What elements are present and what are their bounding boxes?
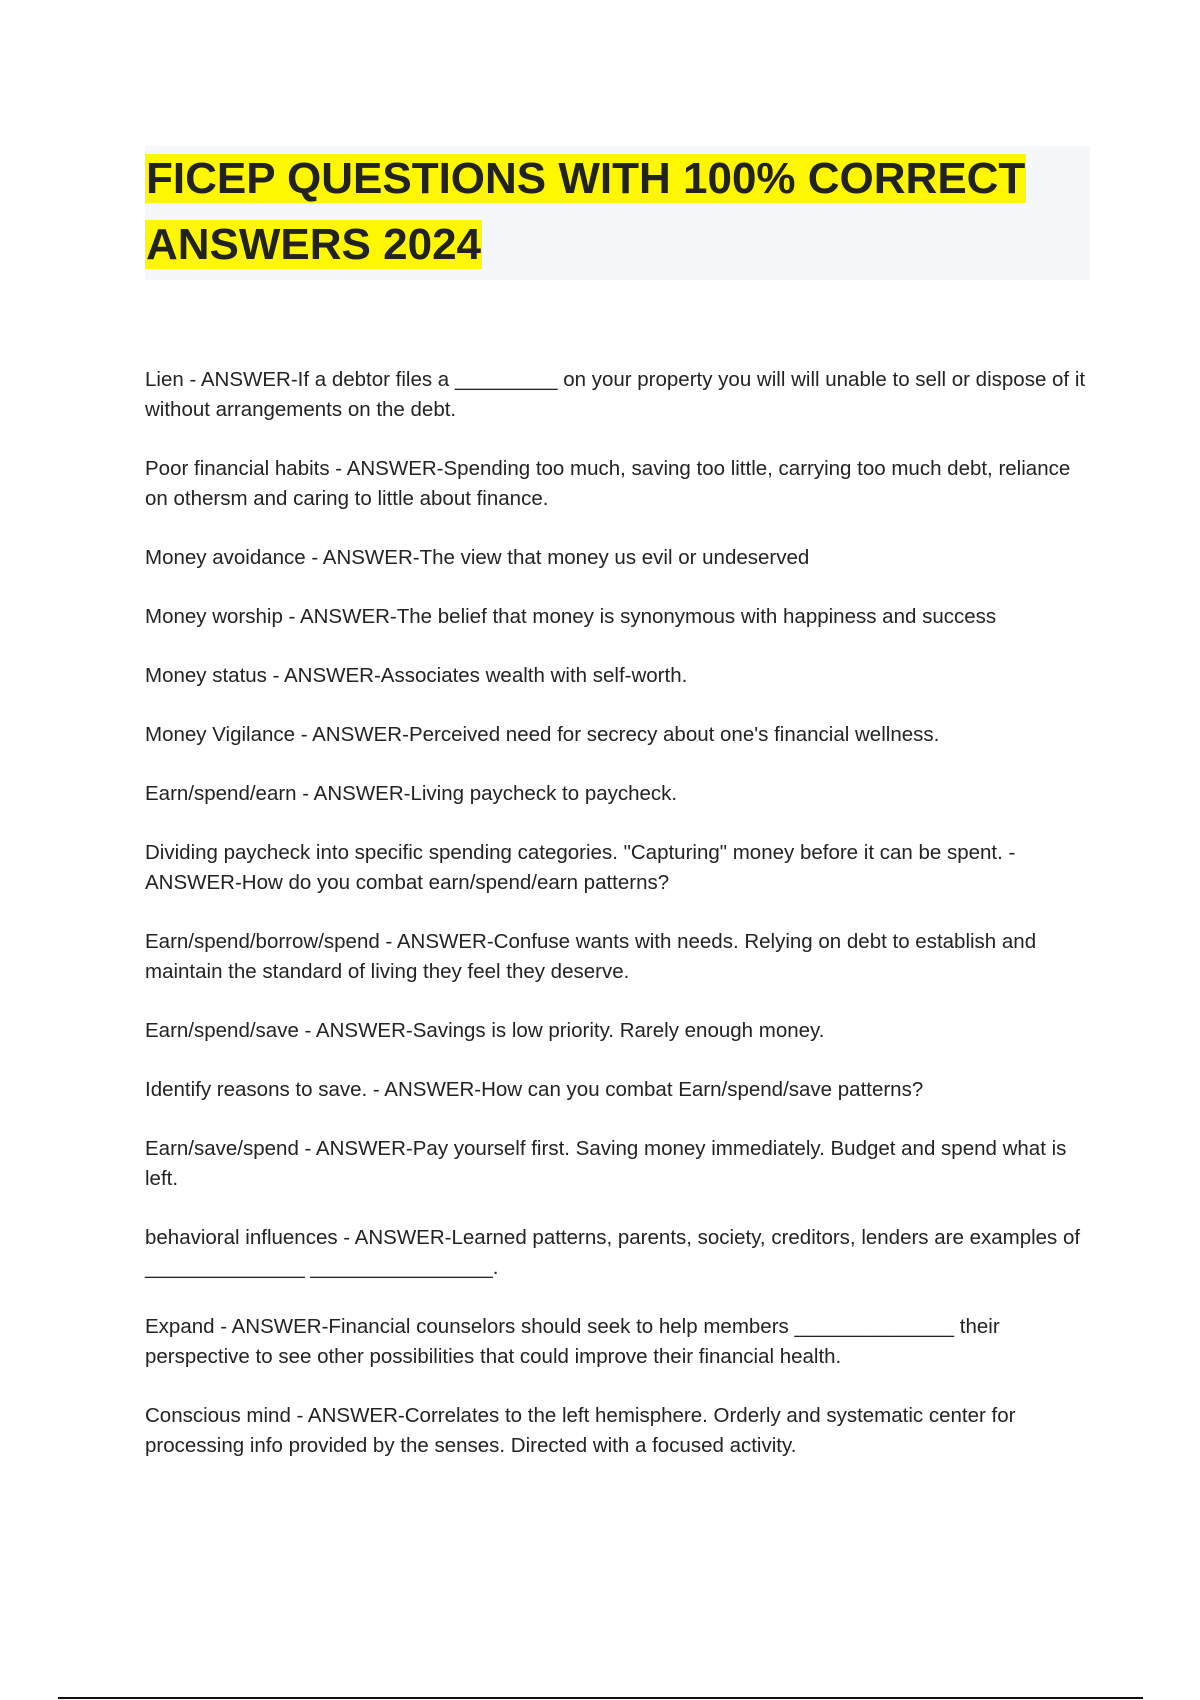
- title-line-1: FICEP QUESTIONS WITH 100% CORRECT: [146, 154, 1026, 203]
- qa-entry-earn-spend-save: Earn/spend/save - ANSWER-Savings is low priority. Rarely enough money.: [145, 1019, 825, 1042]
- document-title: [145, 146, 1090, 278]
- qa-entry-earn-spend-earn: Earn/spend/earn - ANSWER-Living paycheck to paycheck.: [145, 782, 678, 805]
- qa-entry-conscious-mind: Conscious mind - ANSWER-Correlates to the left hemisphere. Orderly and systematic center for processing info provided by the senses. Directed with a focused activity.: [145, 1404, 1016, 1457]
- qa-entry-earn-spend-borrow-spend: Earn/spend/borrow/spend - ANSWER-Confuse wants with needs. Relying on debt to establish and maintain the standard of living they feel they deserve.: [145, 930, 1037, 983]
- title-block: [145, 146, 1090, 280]
- qa-entry-money-avoidance: Money avoidance - ANSWER-The view that money us evil or undeserved: [145, 546, 810, 569]
- qa-list: [145, 365, 1095, 1490]
- qa-entry-behavioral-influences: behavioral influences - ANSWER-Learned patterns, parents, society, creditors, lenders are examples of ______________ ________________.: [145, 1226, 1081, 1279]
- page-bottom-divider: [58, 1697, 1143, 1699]
- qa-entry-dividing-paycheck: Dividing paycheck into specific spending categories. "Capturing" money before it can be spent. - ANSWER-How do you combat earn/spend/earn patterns?: [145, 841, 1016, 894]
- qa-entry-money-status: Money status - ANSWER-Associates wealth with self-worth.: [145, 664, 688, 687]
- qa-entry-money-worship: Money worship - ANSWER-The belief that money is synonymous with happiness and success: [145, 605, 997, 628]
- qa-entry-money-vigilance: Money Vigilance - ANSWER-Perceived need for secrecy about one's financial wellness.: [145, 723, 940, 746]
- qa-entry-poor-financial-habits: Poor financial habits - ANSWER-Spending too much, saving too little, carrying too much debt, reliance on othersm and caring to little about finance.: [145, 457, 1071, 510]
- title-line-2: ANSWERS 2024: [146, 220, 482, 269]
- qa-entry-expand: Expand - ANSWER-Financial counselors should seek to help members ______________ their perspective to see other possibilities that could improve their financial health.: [145, 1315, 1000, 1368]
- qa-entry-earn-save-spend: Earn/save/spend - ANSWER-Pay yourself first. Saving money immediately. Budget and spend what is left.: [145, 1137, 1067, 1190]
- qa-entry-identify-reasons-to-save: Identify reasons to save. - ANSWER-How can you combat Earn/spend/save patterns?: [145, 1078, 924, 1101]
- qa-entry-lien: Lien - ANSWER-If a debtor files a _________ on your property you will will unable to sell or dispose of it without arrangements on the debt.: [145, 368, 1086, 421]
